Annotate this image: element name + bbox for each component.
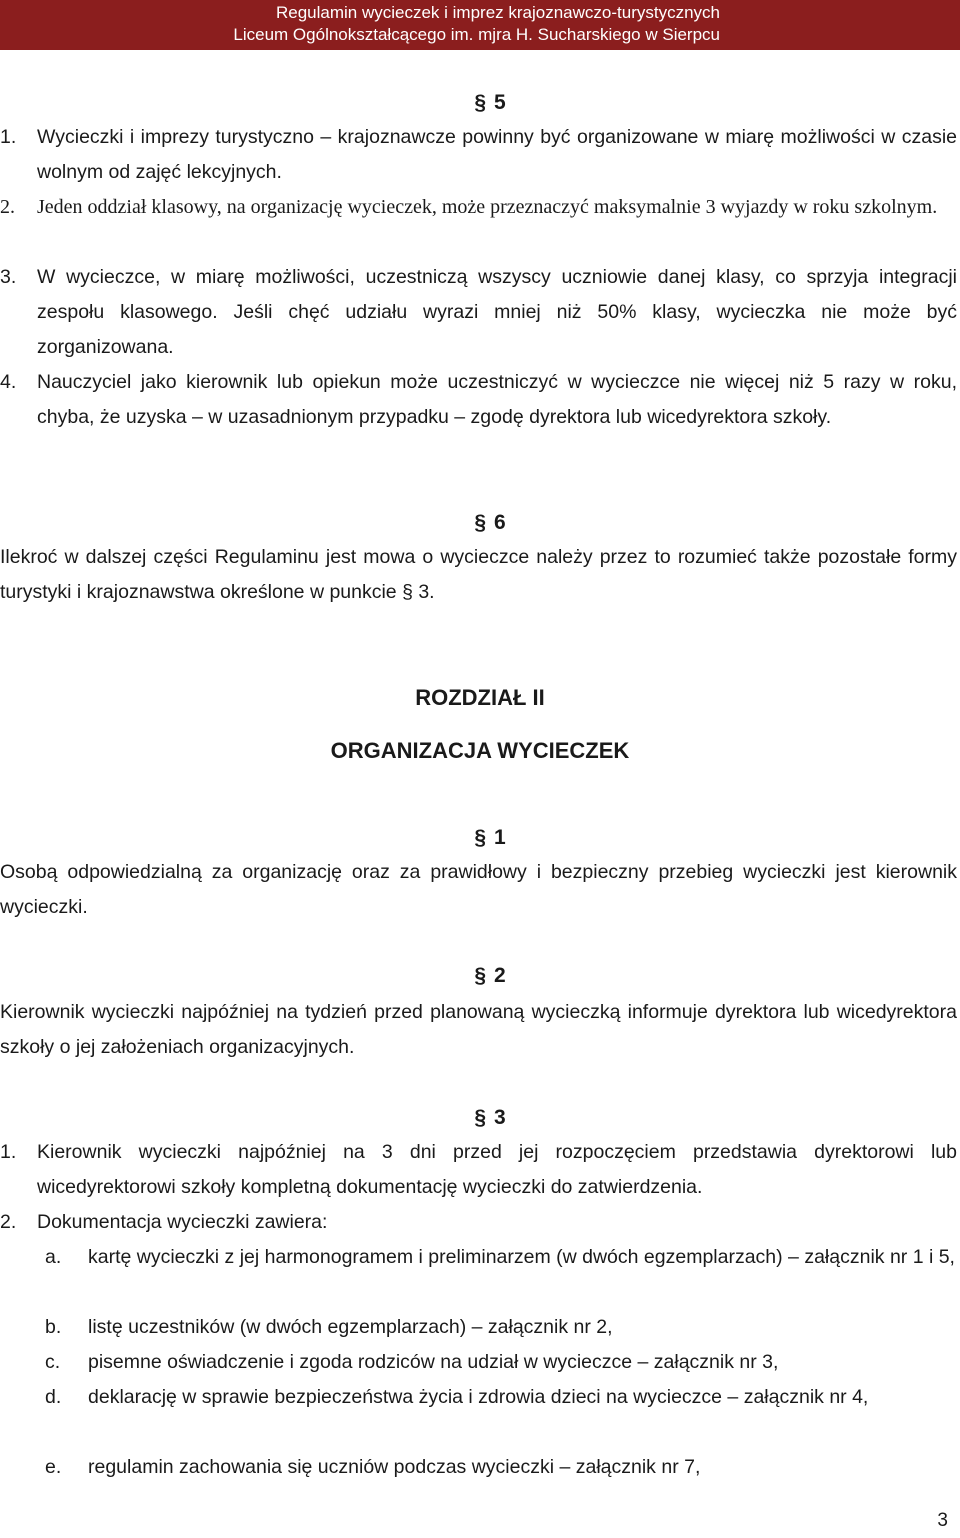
sub-item-letter: d. <box>45 1386 62 1408</box>
item-text: Nauczyciel jako kierownik lub opiekun może uczestniczyć w wycieczce nie więcej niż 5 razy w roku, chyba, że uzyska – w uzasadnionym przypadku – zgodę dyrektora lub wicedyrektora szkoły. <box>37 371 957 428</box>
sub-item-letter: a. <box>45 1246 62 1268</box>
sub-list-item <box>0 1450 957 1485</box>
section-sign: § <box>474 1106 486 1129</box>
paragraph: Kierownik wycieczki najpóźniej na tydzień przed planowaną wycieczką informuje dyrektora lub wicedyrektora szkoły o jej założeniach organizacyjnych. <box>0 1001 957 1058</box>
page-header <box>0 0 960 50</box>
item-text: Jeden oddział klasowy, na organizację wycieczek, może przeznaczyć maksymalnie 3 wyjazdy w roku szkolnym. <box>37 196 938 218</box>
list-item <box>0 1135 957 1205</box>
section-heading-3 <box>10 1100 960 1135</box>
section-heading-6 <box>10 505 960 540</box>
item-number: 4. <box>0 371 17 393</box>
section-sign: § <box>474 964 486 987</box>
paragraph: Ilekroć w dalszej części Regulaminu jest mowa o wycieczce należy przez to rozumieć także pozostałe formy turystyki i krajoznawstwa określone w punkcie § 3. <box>0 546 957 603</box>
item-number: 3. <box>0 266 17 288</box>
section-heading-5 <box>10 85 960 120</box>
list-item <box>0 190 957 260</box>
section-number: 5 <box>494 91 506 114</box>
sub-list-item <box>0 1345 957 1380</box>
sub-list-item <box>0 1310 957 1345</box>
paragraph: Osobą odpowiedzialną za organizację oraz za prawidłowy i bezpieczny przebieg wycieczki jest kierownik wycieczki. <box>0 861 957 918</box>
sub-list-item <box>0 1380 957 1450</box>
sub-item-text: deklarację w sprawie bezpieczeństwa życia i zdrowia dzieci na wycieczce – załącznik nr 4, <box>88 1386 869 1408</box>
item-number: 2. <box>0 1211 17 1233</box>
sub-item-letter: e. <box>45 1456 62 1478</box>
item-number: 1. <box>0 1141 17 1163</box>
item-text: Kierownik wycieczki najpóźniej na 3 dni przed jej rozpoczęciem przedstawia dyrektorowi lub wicedyrektorowi szkoły kompletną dokumentację wycieczki do zatwierdzenia. <box>37 1141 957 1198</box>
section-number: 6 <box>494 511 506 534</box>
sub-item-text: listę uczestników (w dwóch egzemplarzach) – załącznik nr 2, <box>88 1316 613 1338</box>
sub-item-letter: b. <box>45 1316 62 1338</box>
section-sign: § <box>474 91 486 114</box>
item-text: Wycieczki i imprezy turystyczno – krajoznawcze powinny być organizowane w miarę możliwości w czasie wolnym od zajęć lekcyjnych. <box>37 126 957 183</box>
sub-item-text: pisemne oświadczenie i zgoda rodziców na udział w wycieczce – załącznik nr 3, <box>88 1351 779 1373</box>
section-number: 1 <box>494 826 506 849</box>
list-item <box>0 260 957 365</box>
sub-item-text: regulamin zachowania się uczniów podczas wycieczki – załącznik nr 7, <box>88 1456 701 1478</box>
page-number: 3 <box>937 1510 948 1531</box>
list-item <box>0 365 957 470</box>
list-item <box>0 1205 957 1240</box>
chapter-title: ROZDZIAŁ II <box>415 685 545 710</box>
section-heading-2 <box>10 958 960 993</box>
item-text: Dokumentacja wycieczki zawiera: <box>37 1211 328 1233</box>
sub-item-letter: c. <box>45 1351 61 1373</box>
section-number: 3 <box>494 1106 506 1129</box>
section-number: 2 <box>494 964 506 987</box>
item-text: W wycieczce, w miarę możliwości, uczestniczą wszyscy uczniowie danej klasy, co sprzyja integracji zespołu klasowego. Jeśli chęć udziału wyrazi mniej niż 50% klasy, wycieczka nie może być zorganizowana. <box>37 266 957 358</box>
sub-item-text: kartę wycieczki z jej harmonogramem i preliminarzem (w dwóch egzemplarzach) – załącznik nr 1 i 5, <box>88 1246 955 1268</box>
sub-list-item <box>0 1240 957 1310</box>
section-sign: § <box>474 511 486 534</box>
item-number: 2. <box>0 196 15 218</box>
section-sign: § <box>474 826 486 849</box>
list-item <box>0 120 957 190</box>
header-title: Regulamin wycieczek i imprez krajoznawczo-turystycznych <box>275 3 720 22</box>
header-school: Liceum Ogólnokształcącego im. mjra H. Sucharskiego w Sierpcu <box>233 25 720 44</box>
section-heading-1 <box>10 820 960 855</box>
item-number: 1. <box>0 126 17 148</box>
chapter-subtitle: ORGANIZACJA WYCIECZEK <box>330 738 630 763</box>
